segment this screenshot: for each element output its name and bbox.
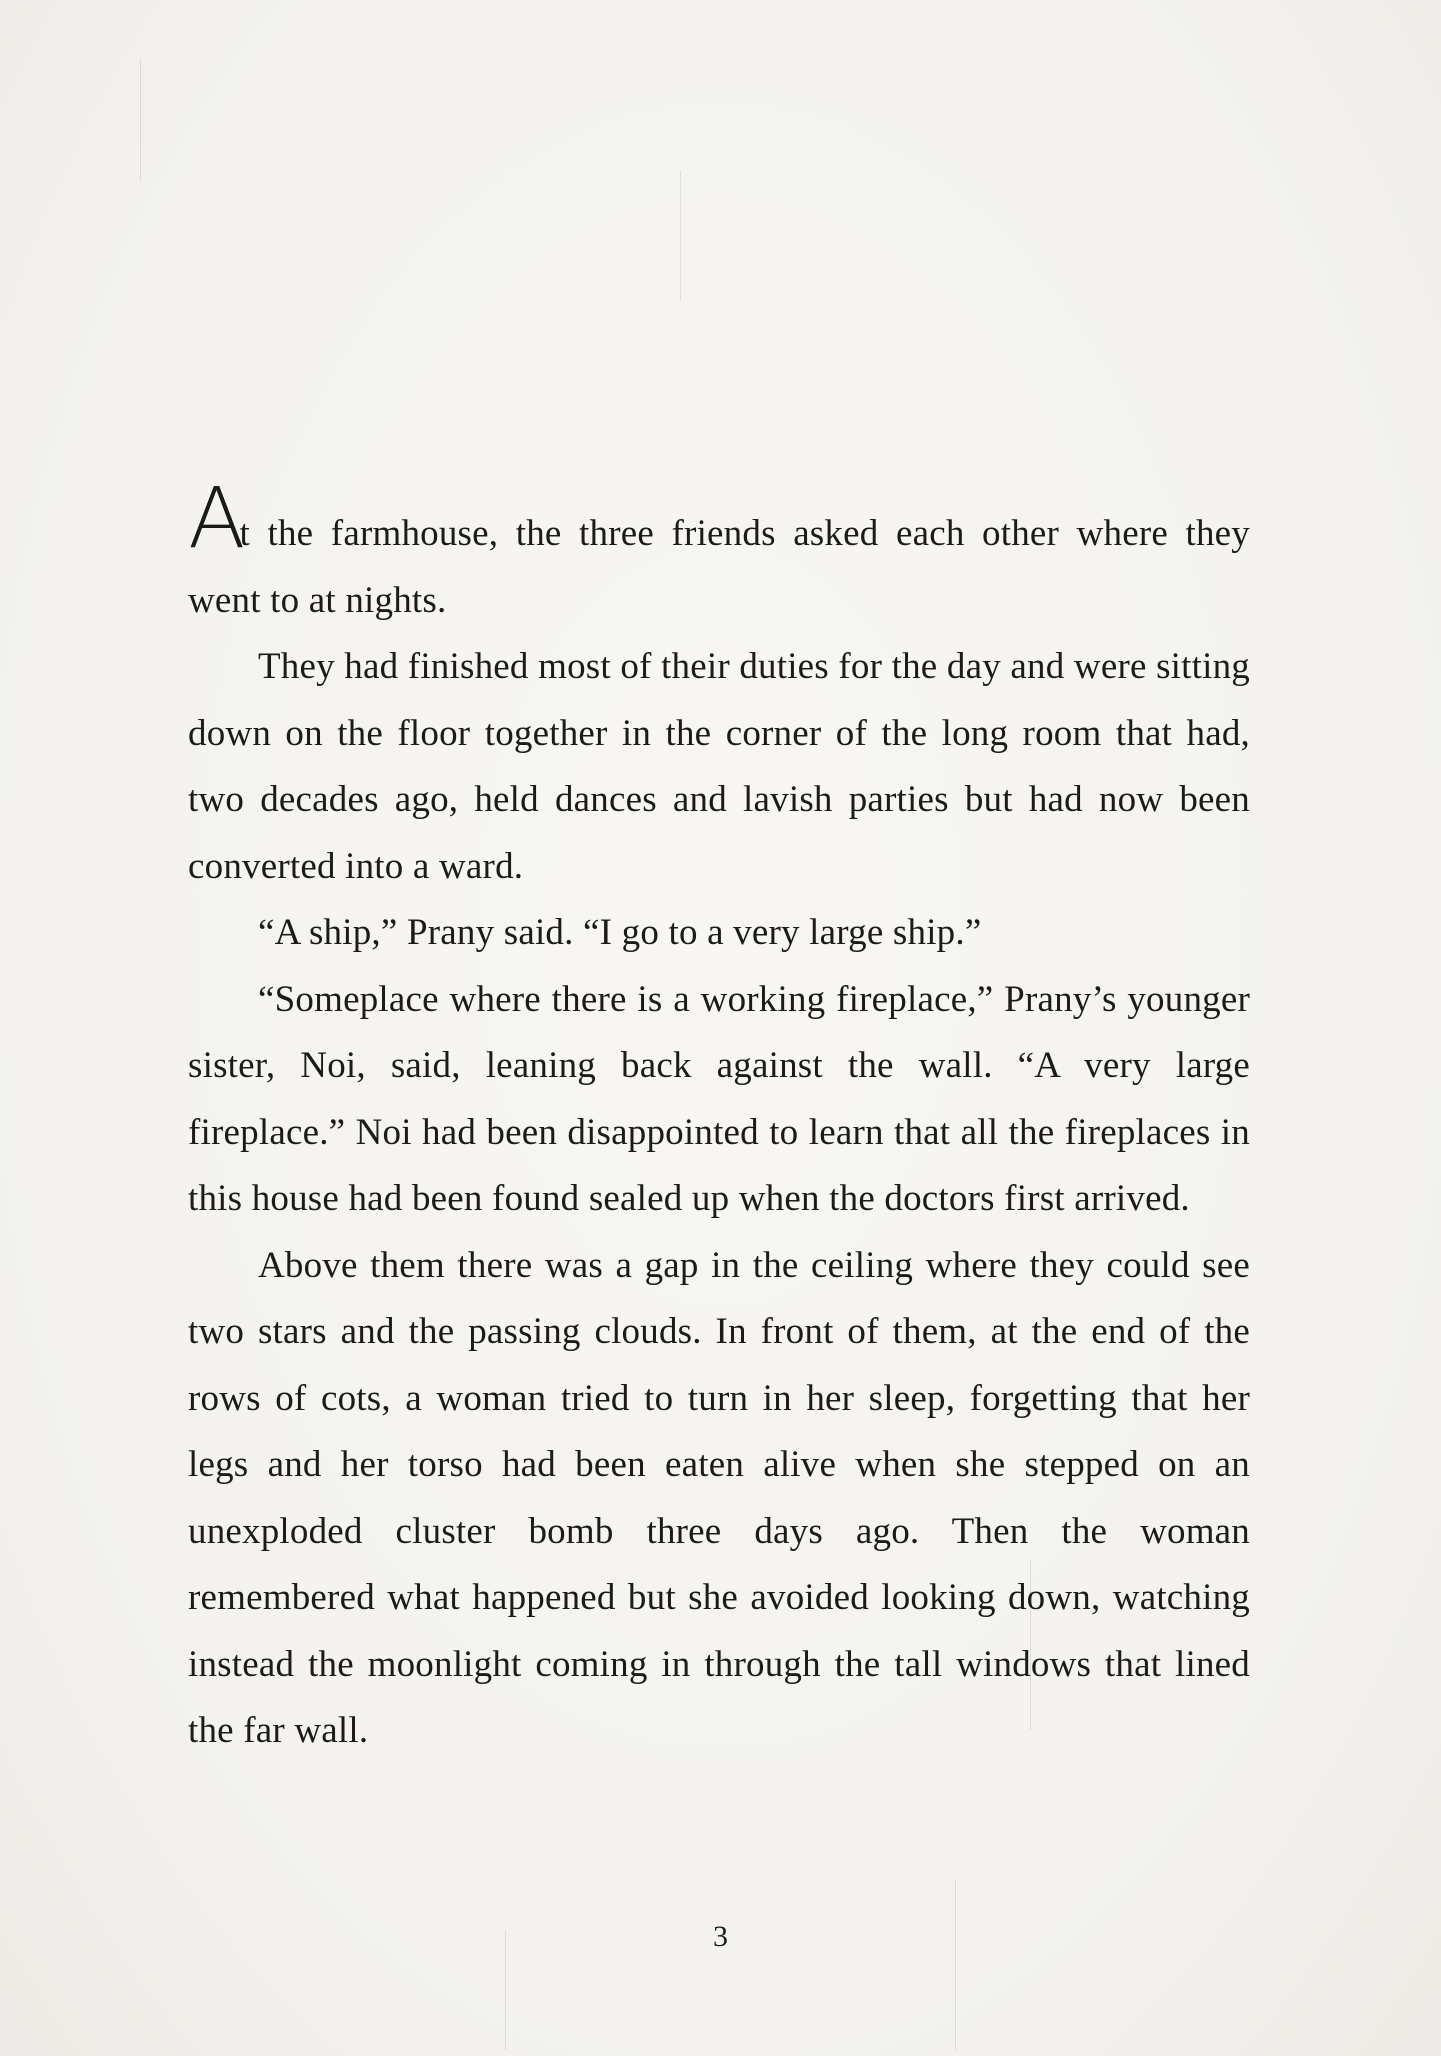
drop-cap: A [188,469,244,567]
paragraph: They had finished most of their duties for the day and were sitting down on the floor together in the corner of the long room that had, two decades ago, held dances and lavish parties but had now been converted into a ward. [188,646,1250,887]
paragraph: “A ship,” Prany said. “I go to a very large ship.” [258,912,982,953]
paragraph: Above them there was a gap in the ceiling where they could see two stars and the passing clouds. In front of them, at the end of the rows of cots, a woman tried to turn in her sleep, forgetting that her legs and her torso had been eaten alive when she stepped on an unexploded cluster bomb three days ago. Then the woman remembered what happened but she avoided looking down, watching instead the moonlight coming in through the tall windows that lined the far wall. [188,1244,1250,1751]
paragraph: “Someplace where there is a working fireplace,” Prany’s younger sister, Noi, said, leaning back against the wall. “A very large fireplace.” Noi had been disappointed to learn that all the fireplaces in this house had been found sealed up when the doctors first arrived. [188,978,1250,1219]
paragraph-opening [188,469,1250,634]
scan-crease-mark [680,170,681,300]
page-number: 3 [713,1920,728,1953]
opening-text: t the farmhouse, the three friends asked each other where they went to at nights. [188,513,1250,621]
body-text [188,469,1250,1765]
scan-crease-mark [140,60,141,180]
scan-crease-mark [955,1880,956,2050]
